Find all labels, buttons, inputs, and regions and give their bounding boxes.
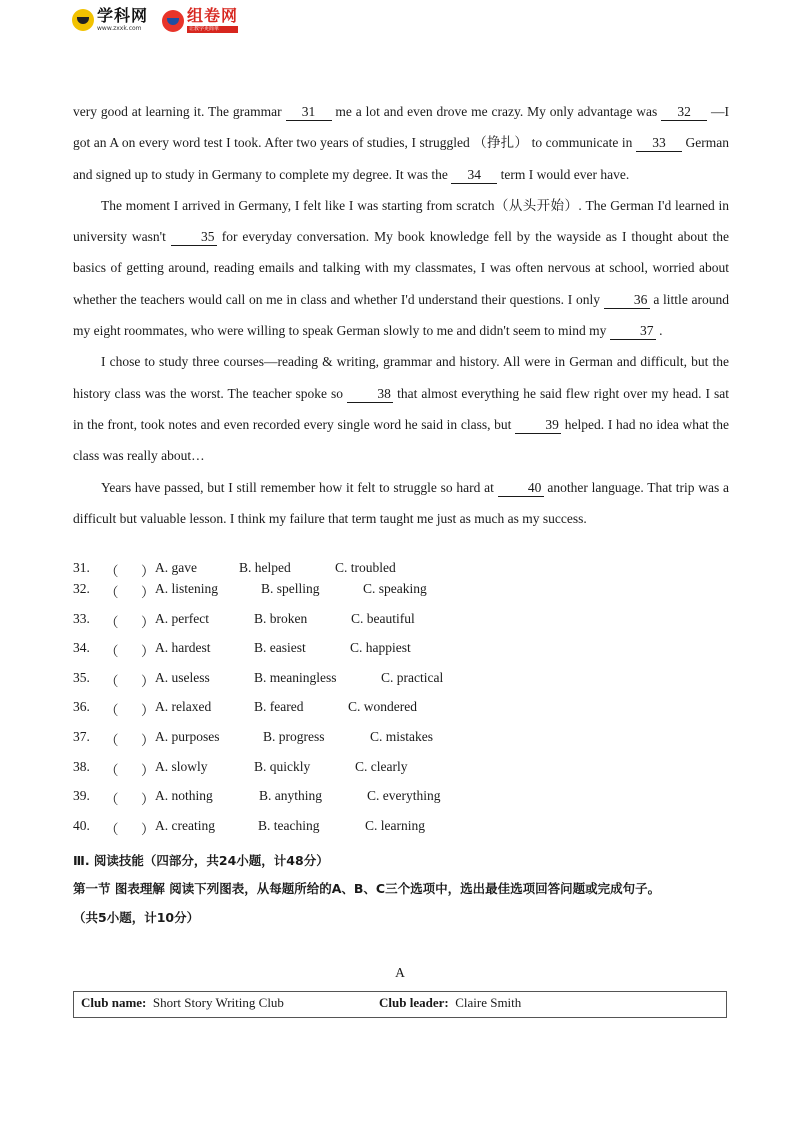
answer-paren-open: （ bbox=[105, 821, 119, 837]
option-b: B. spelling bbox=[261, 581, 320, 596]
text-run: —I got an A on every word test I took. After two years of studies, I struggled （挣扎） to communicate in bbox=[73, 104, 730, 151]
option-a: A. hardest bbox=[155, 640, 211, 656]
logo-zujuan bbox=[162, 8, 238, 33]
blank-33: 33 bbox=[636, 135, 682, 152]
option-a: A. slowly bbox=[155, 758, 208, 774]
option-c: C. troubled bbox=[335, 560, 396, 575]
answer-paren-close: ） bbox=[141, 821, 155, 837]
option-a: A. perfect bbox=[155, 610, 209, 626]
option-c: C. everything bbox=[367, 788, 441, 804]
blank-35: 35 bbox=[171, 229, 217, 246]
answer-paren-close: ） bbox=[141, 644, 155, 660]
answer-paren-close: ） bbox=[141, 792, 155, 808]
question-number: 40. bbox=[73, 817, 90, 833]
question-number: 39. bbox=[73, 788, 90, 804]
blank-40: 40 bbox=[498, 480, 544, 497]
text-run: me a lot and even drove me crazy. My only advantage was bbox=[331, 104, 662, 119]
answer-paren-close: ） bbox=[141, 703, 155, 719]
option-c: C. wondered bbox=[348, 699, 417, 715]
option-c: C. mistakes bbox=[370, 728, 433, 744]
answer-paren-open: （ bbox=[105, 644, 119, 660]
text-run: German and signed up to study in Germany to complete my degree. It was the bbox=[73, 135, 729, 182]
cloze-passage bbox=[73, 96, 729, 534]
answer-paren-open: （ bbox=[105, 703, 119, 719]
answer-paren-open: （ bbox=[105, 585, 119, 600]
logo-zxxk-url: www.zxxk.com bbox=[97, 25, 142, 32]
answer-paren-close: ） bbox=[141, 673, 155, 689]
option-c: C. beautiful bbox=[351, 610, 415, 626]
blank-31: 31 bbox=[286, 104, 332, 121]
question-number: 36. bbox=[73, 699, 90, 715]
option-a: A. nothing bbox=[155, 788, 213, 804]
option-c: C. happiest bbox=[350, 640, 411, 656]
option-b: B. teaching bbox=[258, 817, 320, 833]
option-b: B. easiest bbox=[254, 640, 306, 656]
blank-36: 36 bbox=[604, 292, 650, 309]
question-number: 32. bbox=[73, 581, 90, 596]
answer-paren-open: （ bbox=[105, 614, 119, 630]
text-run: for everyday conversation. My book knowledge fell by the wayside as I thought about the basics of getting around, reading emails and talking with my classmates, I was often nervous at school, worried about whether the teachers would call on me in class and whether I'd understand their questions. I only bbox=[73, 229, 730, 307]
text-run: The moment I arrived in Germany, I felt like I was starting from scratch（从头开始）. The German I'd learned in university wasn't bbox=[73, 197, 729, 245]
club-info-table bbox=[73, 991, 727, 1018]
passage-paragraph-2 bbox=[73, 190, 729, 346]
passage-paragraph-4 bbox=[73, 472, 729, 535]
question-number: 35. bbox=[73, 669, 90, 685]
logo-zxxk-name: 学科网 bbox=[97, 6, 149, 25]
text-run: I chose to study three courses—reading & writing, grammar and history. All were in German and difficult, but the history class was the worst. The teacher spoke so bbox=[73, 354, 729, 401]
answer-paren-close: ） bbox=[141, 614, 155, 630]
option-a: A. useless bbox=[155, 669, 210, 685]
blank-38: 38 bbox=[347, 386, 393, 403]
text-run: that almost everything he said flew right over my head. I sat in the front, took notes and even recorded every single word he said in class, but bbox=[73, 385, 729, 432]
option-b: B. progress bbox=[263, 728, 325, 744]
blank-37: 37 bbox=[610, 323, 656, 340]
subsection-instruction-count: （共5小题，计10分） bbox=[73, 910, 200, 925]
question-number: 31. bbox=[73, 560, 90, 575]
club-name-label: Club name: bbox=[81, 995, 147, 1010]
club-leader-value: Claire Smith bbox=[455, 995, 522, 1010]
question-number: 37. bbox=[73, 728, 90, 744]
question-number: 34. bbox=[73, 640, 90, 656]
option-b: B. anything bbox=[259, 788, 322, 804]
answer-paren-open: （ bbox=[105, 564, 119, 579]
answer-paren-open: （ bbox=[105, 792, 119, 808]
text-run: another language. That trip was a difficult but valuable lesson. I think my failure that term taught me just as much as my success. bbox=[73, 479, 729, 526]
text-run: very good at learning it. The grammar bbox=[73, 104, 286, 119]
club-name-cell bbox=[81, 995, 284, 1011]
blank-39: 39 bbox=[515, 417, 561, 434]
option-b: B. meaningless bbox=[254, 669, 337, 685]
text-run: . bbox=[655, 323, 663, 339]
answer-paren-close: ） bbox=[141, 585, 155, 600]
option-a: A. purposes bbox=[155, 728, 220, 744]
answer-paren-open: （ bbox=[105, 762, 119, 778]
answer-paren-close: ） bbox=[141, 564, 155, 579]
option-c: C. practical bbox=[381, 669, 444, 685]
text-run: Years have passed, but I still remember how it felt to struggle so hard at bbox=[101, 479, 498, 495]
option-c: C. speaking bbox=[363, 581, 427, 596]
text-run: term I would ever have. bbox=[497, 166, 630, 182]
answer-paren-open: （ bbox=[105, 732, 119, 748]
option-c: C. clearly bbox=[355, 758, 408, 774]
blank-32: 32 bbox=[661, 104, 707, 121]
blank-34: 34 bbox=[451, 167, 497, 184]
option-a: A. creating bbox=[155, 817, 215, 833]
club-leader-label: Club leader: bbox=[379, 995, 449, 1010]
subsection-instruction: 第一节 图表理解 阅读下列图表，从每题所给的A、B、C三个选项中，选出最佳选项回答问题或完成句子。 bbox=[73, 881, 661, 896]
text-run: a little around my eight roommates, who were willing to speak German slowly to me and didn't seem to mind my bbox=[73, 291, 729, 339]
option-a: A. gave bbox=[155, 560, 197, 575]
answer-paren-open: （ bbox=[105, 673, 119, 689]
logo-zujuan-name: 组卷网 bbox=[187, 6, 239, 25]
option-b: B. quickly bbox=[254, 758, 311, 774]
header-logos bbox=[72, 8, 238, 46]
passage-paragraph-3 bbox=[73, 346, 729, 471]
question-number: 38. bbox=[73, 758, 90, 774]
option-b: B. helped bbox=[239, 560, 291, 575]
answer-paren-close: ） bbox=[141, 732, 155, 748]
logo-zujuan-tag: 让教学更简单 bbox=[187, 26, 238, 33]
logo-zxxk-icon bbox=[72, 9, 94, 31]
logo-zujuan-icon bbox=[162, 10, 184, 32]
option-a: A. listening bbox=[155, 581, 218, 596]
club-name-value: Short Story Writing Club bbox=[152, 995, 284, 1010]
option-b: B. broken bbox=[254, 610, 308, 626]
text-run: helped. I had no idea what the class was really about… bbox=[73, 416, 729, 464]
question-number: 33. bbox=[73, 610, 90, 626]
passage-paragraph-1 bbox=[73, 96, 729, 190]
answer-paren-close: ） bbox=[141, 762, 155, 778]
part-label: A bbox=[395, 965, 405, 980]
club-leader-cell bbox=[379, 995, 521, 1011]
option-a: A. relaxed bbox=[155, 699, 212, 715]
option-c: C. learning bbox=[365, 817, 425, 833]
logo-zxxk bbox=[72, 8, 148, 32]
section-heading: Ⅲ. 阅读技能（四部分，共24小题，计48分） bbox=[73, 853, 329, 868]
option-b: B. feared bbox=[254, 699, 304, 715]
